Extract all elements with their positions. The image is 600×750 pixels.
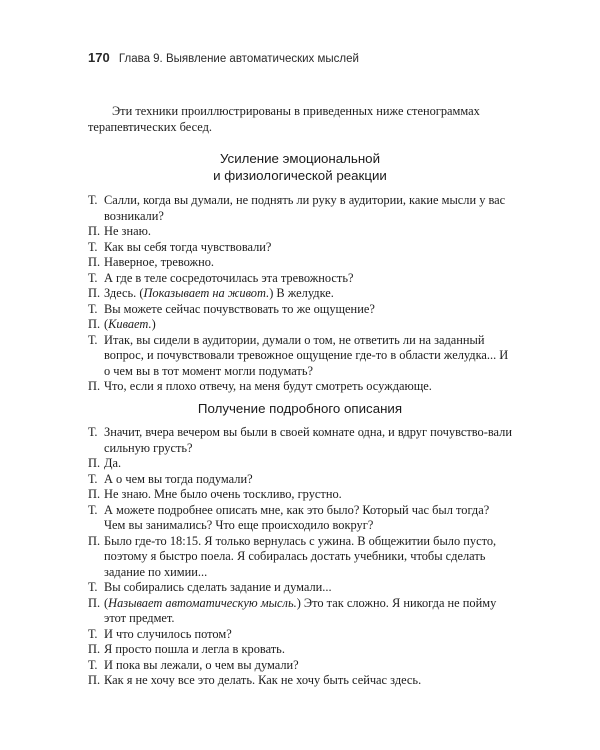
turn-text (104, 596, 512, 627)
section-heading-1 (88, 150, 512, 184)
dialogue-turn (88, 333, 512, 380)
dialogue-turn (88, 379, 512, 395)
turn-text: Что, если я плохо отвечу, на меня будут смотреть осуждающе. (104, 379, 432, 393)
speaker-label: Т. (88, 270, 98, 285)
turn-text: Наверное, тревожно. (104, 255, 214, 269)
speaker-label: Т. (88, 193, 98, 207)
turn-text: Я просто пошла и легла в кровать. (104, 642, 285, 656)
dialogue-turn (88, 627, 512, 643)
running-header (88, 50, 359, 65)
dialogue-turn (88, 255, 512, 271)
turn-text (104, 286, 512, 302)
speaker-label: П. (88, 595, 101, 610)
speaker-label: Т. (88, 657, 98, 672)
dialogue-turn (88, 317, 512, 333)
turn-text-post: ) (151, 317, 156, 331)
speaker-label: П. (88, 533, 101, 548)
turn-text: А можете подробнее описать мне, как это было? Который час был тогда? Чем вы занимались? Что еще происходило вокруг? (104, 502, 490, 532)
dialogue-turn (88, 534, 512, 581)
turn-text-pre: ( (104, 595, 109, 610)
stage-direction: Кивает. (108, 317, 152, 331)
turn-text-pre: ( (104, 317, 109, 331)
speaker-label: Т. (88, 332, 98, 347)
speaker-label: Т. (88, 626, 98, 641)
dialogue-1 (88, 193, 512, 395)
turn-text: Как я не хочу все это делать. Как не хочу быть сейчас здесь. (104, 673, 422, 687)
dialogue-turn (88, 673, 512, 689)
dialogue-turn (88, 642, 512, 658)
section-heading-1-line-1: Усиление эмоциональной (220, 151, 380, 166)
stage-direction: Показывает на живот. (143, 286, 270, 300)
turn-text: А о чем вы тогда подумали? (104, 471, 253, 486)
turn-text: Не знаю. (104, 224, 151, 238)
page-number: 170 (88, 50, 110, 65)
stage-direction: Называет автоматическую мысль. (108, 595, 297, 610)
dialogue-turn (88, 271, 512, 287)
dialogue-turn (88, 658, 512, 674)
dialogue-turn (88, 193, 512, 224)
speaker-label: П. (88, 286, 101, 300)
turn-text: Значит, вчера вечером вы были в своей комнате одна, и вдруг почувство-вали сильную грусть? (104, 425, 512, 455)
dialogue-turn (88, 596, 512, 627)
speaker-label: П. (88, 487, 101, 501)
speaker-label: Т. (88, 471, 98, 486)
turn-text: Да. (104, 456, 122, 470)
speaker-label: П. (88, 456, 101, 470)
dialogue-turn (88, 224, 512, 240)
chapter-title: Глава 9. Выявление автоматических мыслей (118, 53, 359, 65)
turn-text-pre: Здесь. ( (104, 286, 144, 300)
turn-text: Было где-то 18:15. Я только вернулась с ужина. В общежитии было пусто, поэтому я быстро поела. Я собиралась достать учебники, чтобы сделать задание по химии... (104, 533, 497, 579)
dialogue-turn (88, 302, 512, 318)
turn-text: Итак, вы сидели в аудитории, думали о том, не ответить ли на заданный вопрос, и почувствовали тревожное ощущение где-то в области желудка... И о чем вы в тот момент могли подумать? (104, 332, 509, 378)
dialogue-turn (88, 487, 512, 503)
turn-text: Салли, когда вы думали, не поднять ли руку в аудитории, какие мысли у вас возникали? (104, 193, 506, 223)
turn-text: И что случилось потом? (104, 626, 232, 641)
speaker-label: Т. (88, 502, 98, 517)
dialogue-turn (88, 286, 512, 302)
dialogue-turn (88, 472, 512, 488)
intro-paragraph: Эти техники проиллюстрированы в приведенных ниже стенограммах терапевтических бесед. (88, 104, 480, 134)
turn-text (104, 317, 512, 333)
speaker-label: Т. (88, 239, 98, 254)
dialogue-turn (88, 503, 512, 534)
speaker-label: П. (88, 224, 101, 238)
section-heading-1-line-2: и физиологической реакции (213, 168, 387, 183)
speaker-label: П. (88, 642, 101, 656)
section-heading-2: Получение подробного описания (197, 401, 403, 416)
dialogue-2 (88, 425, 512, 689)
turn-text: Как вы себя тогда чувствовали? (104, 239, 272, 254)
dialogue-turn (88, 456, 512, 472)
speaker-label: Т. (88, 580, 98, 594)
turn-text-post: ) Это так сложно. Я никогда не пойму этот предмет. (104, 595, 497, 625)
speaker-label: Т. (88, 301, 98, 316)
turn-text-post: ) В желудке. (269, 286, 334, 300)
turn-text: А где в теле сосредоточилась эта тревожность? (104, 270, 354, 285)
speaker-label: П. (88, 379, 101, 393)
speaker-label: Т. (88, 425, 98, 439)
turn-text: Вы собирались сделать задание и думали... (104, 580, 332, 594)
dialogue-turn (88, 425, 512, 456)
turn-text: Вы можете сейчас почувствовать то же ощущение? (104, 301, 375, 316)
speaker-label: П. (88, 255, 101, 269)
speaker-label: П. (88, 317, 101, 331)
speaker-label: П. (88, 673, 101, 687)
turn-text: Не знаю. Мне было очень тоскливо, грустно. (104, 487, 342, 501)
dialogue-turn (88, 240, 512, 256)
dialogue-turn (88, 580, 512, 596)
turn-text: И пока вы лежали, о чем вы думали? (104, 657, 299, 672)
